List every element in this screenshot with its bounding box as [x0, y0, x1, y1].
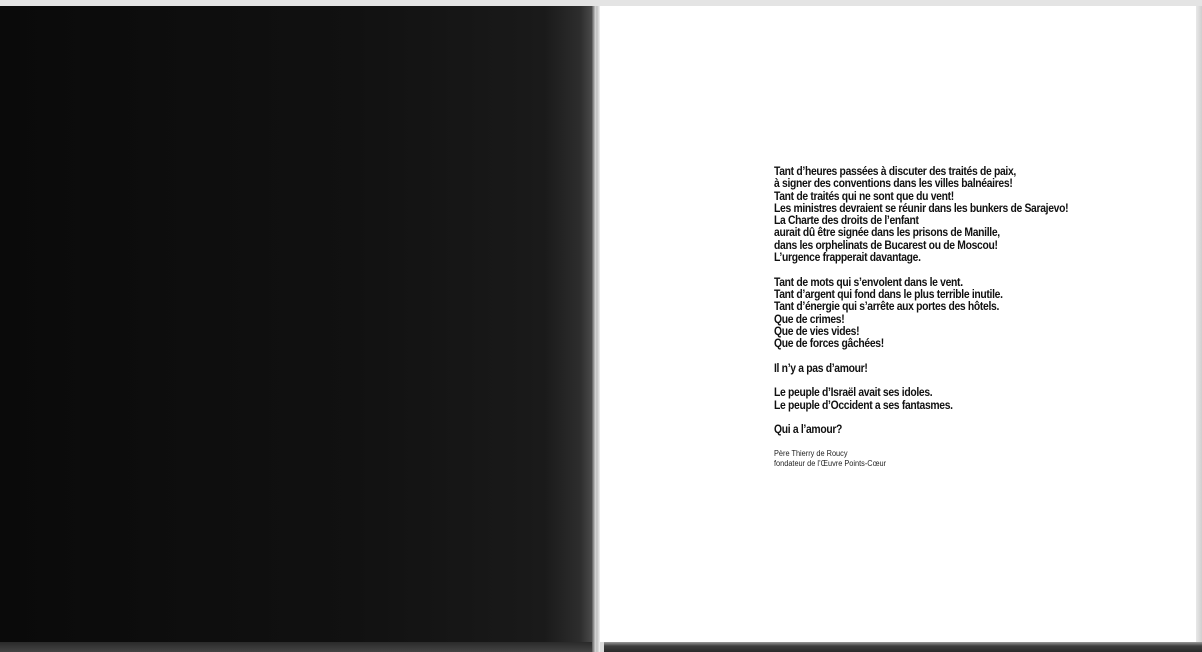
poem-line: Tant de traités qui ne sont que du vent! [774, 190, 954, 203]
poem-stanza-1 [774, 166, 1143, 264]
poem-line: Qui a l’amour? [774, 424, 843, 437]
poem-line: aurait dû être signée dans les prisons de Manille, [774, 227, 1000, 240]
poem-stanza-5 [774, 424, 1143, 436]
signature-name: Père Thierry de Roucy [774, 449, 848, 458]
right-page [600, 6, 1196, 642]
poem-line: La Charte des droits de l’enfant [774, 215, 919, 228]
right-page-side-edge [1196, 6, 1202, 652]
poem-line: Que de crimes! [774, 313, 845, 326]
right-page-bottom-edge [604, 642, 1202, 652]
poem-line: Le peuple d’Occident a ses fantasmes. [774, 399, 953, 412]
left-page-bottom-edge [0, 642, 592, 652]
poem-line: Tant d’énergie qui s’arrête aux portes des hôtels. [774, 301, 1000, 314]
poem-line: Les ministres devraient se réunir dans les bunkers de Sarajevo! [774, 202, 1069, 215]
left-page-black [0, 6, 592, 652]
poem-stanza-2 [774, 277, 1143, 351]
poem-line: à signer des conventions dans les villes balnéaires! [774, 178, 1013, 191]
poem-stanza-3 [774, 363, 1143, 375]
poem-line: dans les orphelinats de Bucarest ou de Moscou! [774, 239, 998, 252]
poem [774, 166, 1143, 449]
poem-line: Le peuple d’Israël avait ses idoles. [774, 387, 933, 400]
poem-line: Que de forces gâchées! [774, 338, 884, 351]
poem-line: Il n’y a pas d’amour! [774, 362, 868, 375]
poem-stanza-4 [774, 387, 1143, 412]
book-gutter [592, 6, 600, 652]
poem-line: Tant d’heures passées à discuter des traités de paix, [774, 166, 1016, 178]
poem-line: Que de vies vides! [774, 325, 860, 338]
poem-line: Tant de mots qui s’envolent dans le vent. [774, 276, 963, 289]
signature-title: fondateur de l’Œuvre Points-Cœur [774, 458, 887, 468]
poem-line: L’urgence frapperait davantage. [774, 252, 921, 265]
signature [774, 449, 886, 468]
poem-line: Tant d’argent qui fond dans le plus terrible inutile. [774, 288, 1003, 301]
